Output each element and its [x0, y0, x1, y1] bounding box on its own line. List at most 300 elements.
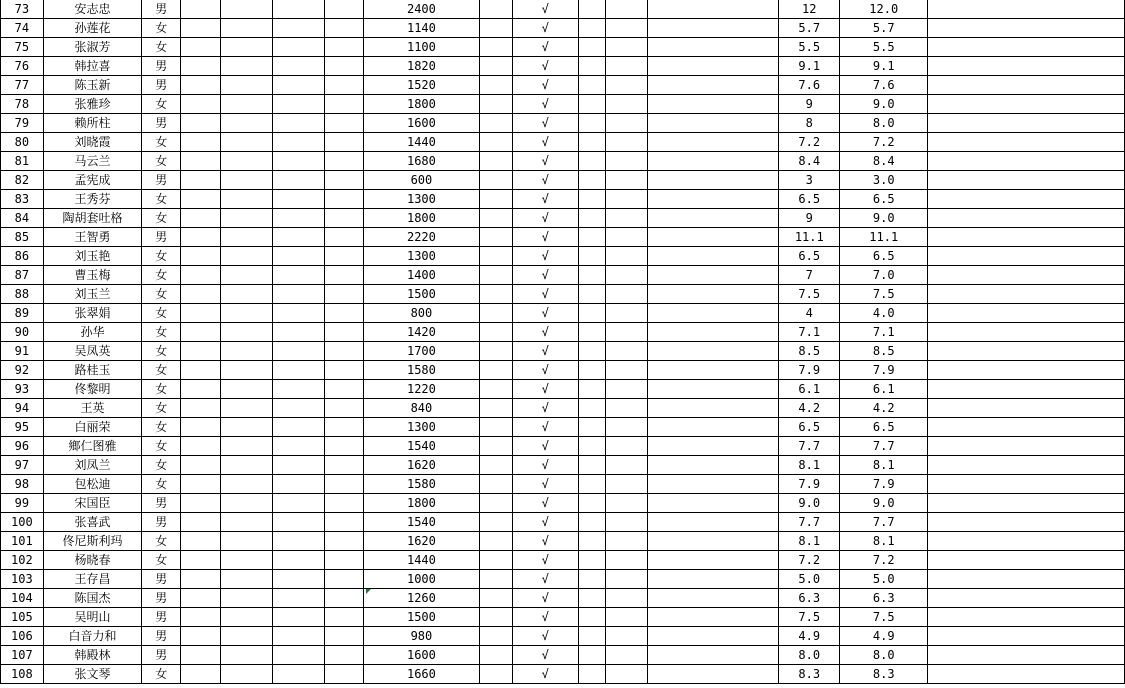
empty-cell[interactable] — [273, 228, 325, 247]
value-decimal-cell[interactable]: 9.0 — [840, 494, 928, 513]
empty-cell[interactable] — [273, 0, 325, 19]
empty-cell[interactable] — [605, 608, 648, 627]
empty-cell[interactable] — [479, 114, 512, 133]
empty-cell[interactable] — [273, 589, 325, 608]
name-cell[interactable]: 王秀芬 — [43, 190, 142, 209]
empty-cell[interactable] — [325, 608, 364, 627]
name-cell[interactable]: 宋国臣 — [43, 494, 142, 513]
empty-cell[interactable] — [578, 209, 605, 228]
empty-cell[interactable] — [325, 551, 364, 570]
amount-cell[interactable]: 1800 — [363, 209, 479, 228]
empty-cell[interactable] — [220, 190, 272, 209]
empty-cell[interactable] — [325, 437, 364, 456]
empty-cell[interactable] — [605, 437, 648, 456]
gender-cell[interactable]: 男 — [142, 646, 181, 665]
value-cell[interactable]: 7.5 — [779, 285, 840, 304]
row-number-cell[interactable]: 73 — [1, 0, 44, 19]
empty-cell[interactable] — [181, 76, 221, 95]
check-mark-cell[interactable]: √ — [512, 57, 578, 76]
amount-cell[interactable]: 2400 — [363, 0, 479, 19]
row-number-cell[interactable]: 78 — [1, 95, 44, 114]
empty-cell[interactable] — [181, 152, 221, 171]
empty-cell[interactable] — [928, 589, 1125, 608]
empty-cell[interactable] — [605, 513, 648, 532]
empty-cell[interactable] — [220, 646, 272, 665]
empty-cell[interactable] — [578, 266, 605, 285]
value-cell[interactable]: 7.9 — [779, 475, 840, 494]
empty-cell[interactable] — [648, 570, 779, 589]
empty-cell[interactable] — [181, 551, 221, 570]
empty-cell[interactable] — [648, 190, 779, 209]
empty-cell[interactable] — [578, 494, 605, 513]
check-mark-cell[interactable]: √ — [512, 646, 578, 665]
name-cell[interactable]: 赖所柱 — [43, 114, 142, 133]
name-cell[interactable]: 王存昌 — [43, 570, 142, 589]
empty-cell[interactable] — [220, 665, 272, 684]
empty-cell[interactable] — [578, 19, 605, 38]
empty-cell[interactable] — [578, 646, 605, 665]
gender-cell[interactable]: 女 — [142, 190, 181, 209]
value-cell[interactable]: 7.9 — [779, 361, 840, 380]
empty-cell[interactable] — [578, 342, 605, 361]
empty-cell[interactable] — [605, 304, 648, 323]
row-number-cell[interactable]: 91 — [1, 342, 44, 361]
value-cell[interactable]: 8.1 — [779, 456, 840, 475]
value-decimal-cell[interactable]: 7.7 — [840, 437, 928, 456]
empty-cell[interactable] — [928, 665, 1125, 684]
empty-cell[interactable] — [220, 266, 272, 285]
empty-cell[interactable] — [181, 437, 221, 456]
empty-cell[interactable] — [325, 190, 364, 209]
empty-cell[interactable] — [605, 114, 648, 133]
empty-cell[interactable] — [325, 456, 364, 475]
empty-cell[interactable] — [648, 608, 779, 627]
amount-cell[interactable]: 2220 — [363, 228, 479, 247]
check-mark-cell[interactable]: √ — [512, 133, 578, 152]
gender-cell[interactable]: 男 — [142, 589, 181, 608]
empty-cell[interactable] — [273, 323, 325, 342]
empty-cell[interactable] — [220, 0, 272, 19]
empty-cell[interactable] — [325, 513, 364, 532]
empty-cell[interactable] — [325, 228, 364, 247]
value-decimal-cell[interactable]: 5.5 — [840, 38, 928, 57]
empty-cell[interactable] — [220, 418, 272, 437]
value-decimal-cell[interactable]: 7.5 — [840, 608, 928, 627]
empty-cell[interactable] — [605, 627, 648, 646]
check-mark-cell[interactable]: √ — [512, 361, 578, 380]
name-cell[interactable]: 刘凤兰 — [43, 456, 142, 475]
empty-cell[interactable] — [928, 19, 1125, 38]
empty-cell[interactable] — [928, 399, 1125, 418]
gender-cell[interactable]: 男 — [142, 608, 181, 627]
gender-cell[interactable]: 女 — [142, 551, 181, 570]
empty-cell[interactable] — [605, 475, 648, 494]
empty-cell[interactable] — [928, 532, 1125, 551]
empty-cell[interactable] — [928, 494, 1125, 513]
empty-cell[interactable] — [220, 285, 272, 304]
row-number-cell[interactable]: 83 — [1, 190, 44, 209]
row-number-cell[interactable]: 81 — [1, 152, 44, 171]
amount-cell[interactable]: 1100 — [363, 38, 479, 57]
amount-cell[interactable]: 1260 — [363, 589, 479, 608]
value-cell[interactable]: 5.5 — [779, 38, 840, 57]
check-mark-cell[interactable]: √ — [512, 323, 578, 342]
empty-cell[interactable] — [928, 323, 1125, 342]
empty-cell[interactable] — [220, 95, 272, 114]
empty-cell[interactable] — [220, 551, 272, 570]
empty-cell[interactable] — [605, 323, 648, 342]
empty-cell[interactable] — [648, 228, 779, 247]
amount-cell[interactable]: 840 — [363, 399, 479, 418]
gender-cell[interactable]: 女 — [142, 95, 181, 114]
empty-cell[interactable] — [273, 513, 325, 532]
empty-cell[interactable] — [181, 247, 221, 266]
gender-cell[interactable]: 女 — [142, 532, 181, 551]
check-mark-cell[interactable]: √ — [512, 19, 578, 38]
value-decimal-cell[interactable]: 7.7 — [840, 513, 928, 532]
empty-cell[interactable] — [220, 114, 272, 133]
empty-cell[interactable] — [325, 285, 364, 304]
value-decimal-cell[interactable]: 7.1 — [840, 323, 928, 342]
amount-cell[interactable]: 1440 — [363, 133, 479, 152]
gender-cell[interactable]: 女 — [142, 152, 181, 171]
gender-cell[interactable]: 女 — [142, 418, 181, 437]
empty-cell[interactable] — [928, 361, 1125, 380]
gender-cell[interactable]: 女 — [142, 19, 181, 38]
empty-cell[interactable] — [648, 627, 779, 646]
empty-cell[interactable] — [928, 418, 1125, 437]
empty-cell[interactable] — [220, 76, 272, 95]
row-number-cell[interactable]: 77 — [1, 76, 44, 95]
empty-cell[interactable] — [928, 95, 1125, 114]
name-cell[interactable]: 张雅珍 — [43, 95, 142, 114]
empty-cell[interactable] — [605, 38, 648, 57]
empty-cell[interactable] — [181, 399, 221, 418]
empty-cell[interactable] — [325, 57, 364, 76]
empty-cell[interactable] — [181, 456, 221, 475]
name-cell[interactable]: 张翠娟 — [43, 304, 142, 323]
value-decimal-cell[interactable]: 9.0 — [840, 95, 928, 114]
empty-cell[interactable] — [325, 171, 364, 190]
empty-cell[interactable] — [479, 133, 512, 152]
empty-cell[interactable] — [479, 665, 512, 684]
name-cell[interactable]: 吴凤英 — [43, 342, 142, 361]
empty-cell[interactable] — [220, 475, 272, 494]
empty-cell[interactable] — [479, 152, 512, 171]
empty-cell[interactable] — [605, 209, 648, 228]
value-cell[interactable]: 8.3 — [779, 665, 840, 684]
amount-cell[interactable]: 1700 — [363, 342, 479, 361]
empty-cell[interactable] — [928, 266, 1125, 285]
gender-cell[interactable]: 女 — [142, 285, 181, 304]
empty-cell[interactable] — [479, 456, 512, 475]
empty-cell[interactable] — [325, 627, 364, 646]
amount-cell[interactable]: 1620 — [363, 456, 479, 475]
empty-cell[interactable] — [325, 380, 364, 399]
empty-cell[interactable] — [181, 190, 221, 209]
value-decimal-cell[interactable]: 4.2 — [840, 399, 928, 418]
name-cell[interactable]: 韩拉喜 — [43, 57, 142, 76]
empty-cell[interactable] — [648, 76, 779, 95]
empty-cell[interactable] — [273, 437, 325, 456]
empty-cell[interactable] — [325, 646, 364, 665]
value-cell[interactable]: 12 — [779, 0, 840, 19]
value-cell[interactable]: 8.1 — [779, 532, 840, 551]
empty-cell[interactable] — [578, 323, 605, 342]
check-mark-cell[interactable]: √ — [512, 475, 578, 494]
empty-cell[interactable] — [605, 0, 648, 19]
empty-cell[interactable] — [273, 152, 325, 171]
empty-cell[interactable] — [479, 589, 512, 608]
row-number-cell[interactable]: 85 — [1, 228, 44, 247]
name-cell[interactable]: 马云兰 — [43, 152, 142, 171]
empty-cell[interactable] — [325, 266, 364, 285]
empty-cell[interactable] — [181, 228, 221, 247]
empty-cell[interactable] — [181, 418, 221, 437]
empty-cell[interactable] — [928, 228, 1125, 247]
empty-cell[interactable] — [220, 456, 272, 475]
value-decimal-cell[interactable]: 6.3 — [840, 589, 928, 608]
amount-cell[interactable]: 600 — [363, 171, 479, 190]
empty-cell[interactable] — [273, 190, 325, 209]
name-cell[interactable]: 包松迪 — [43, 475, 142, 494]
gender-cell[interactable]: 女 — [142, 304, 181, 323]
check-mark-cell[interactable]: √ — [512, 513, 578, 532]
empty-cell[interactable] — [928, 646, 1125, 665]
amount-cell[interactable]: 1600 — [363, 646, 479, 665]
gender-cell[interactable]: 男 — [142, 114, 181, 133]
value-decimal-cell[interactable]: 6.5 — [840, 418, 928, 437]
empty-cell[interactable] — [605, 152, 648, 171]
empty-cell[interactable] — [181, 646, 221, 665]
value-cell[interactable]: 7.6 — [779, 76, 840, 95]
empty-cell[interactable] — [648, 266, 779, 285]
empty-cell[interactable] — [605, 532, 648, 551]
empty-cell[interactable] — [220, 627, 272, 646]
empty-cell[interactable] — [273, 570, 325, 589]
empty-cell[interactable] — [648, 247, 779, 266]
empty-cell[interactable] — [181, 38, 221, 57]
gender-cell[interactable]: 女 — [142, 323, 181, 342]
empty-cell[interactable] — [605, 551, 648, 570]
check-mark-cell[interactable]: √ — [512, 114, 578, 133]
name-cell[interactable]: 陈国杰 — [43, 589, 142, 608]
row-number-cell[interactable]: 97 — [1, 456, 44, 475]
check-mark-cell[interactable]: √ — [512, 247, 578, 266]
value-cell[interactable]: 8.0 — [779, 646, 840, 665]
empty-cell[interactable] — [479, 304, 512, 323]
amount-cell[interactable]: 1300 — [363, 418, 479, 437]
value-cell[interactable]: 3 — [779, 171, 840, 190]
empty-cell[interactable] — [648, 475, 779, 494]
empty-cell[interactable] — [273, 247, 325, 266]
gender-cell[interactable]: 男 — [142, 0, 181, 19]
empty-cell[interactable] — [605, 171, 648, 190]
empty-cell[interactable] — [648, 285, 779, 304]
empty-cell[interactable] — [220, 228, 272, 247]
row-number-cell[interactable]: 90 — [1, 323, 44, 342]
empty-cell[interactable] — [325, 247, 364, 266]
check-mark-cell[interactable]: √ — [512, 456, 578, 475]
gender-cell[interactable]: 女 — [142, 209, 181, 228]
empty-cell[interactable] — [479, 19, 512, 38]
empty-cell[interactable] — [648, 323, 779, 342]
check-mark-cell[interactable]: √ — [512, 95, 578, 114]
empty-cell[interactable] — [605, 285, 648, 304]
name-cell[interactable]: 陶胡套吐格 — [43, 209, 142, 228]
empty-cell[interactable] — [220, 532, 272, 551]
empty-cell[interactable] — [181, 608, 221, 627]
empty-cell[interactable] — [220, 57, 272, 76]
value-decimal-cell[interactable]: 7.5 — [840, 285, 928, 304]
gender-cell[interactable]: 女 — [142, 475, 181, 494]
row-number-cell[interactable]: 102 — [1, 551, 44, 570]
value-cell[interactable]: 7.7 — [779, 513, 840, 532]
check-mark-cell[interactable]: √ — [512, 551, 578, 570]
gender-cell[interactable]: 女 — [142, 133, 181, 152]
empty-cell[interactable] — [181, 627, 221, 646]
check-mark-cell[interactable]: √ — [512, 152, 578, 171]
amount-cell[interactable]: 1300 — [363, 247, 479, 266]
check-mark-cell[interactable]: √ — [512, 532, 578, 551]
empty-cell[interactable] — [479, 76, 512, 95]
empty-cell[interactable] — [578, 247, 605, 266]
row-number-cell[interactable]: 84 — [1, 209, 44, 228]
empty-cell[interactable] — [605, 418, 648, 437]
empty-cell[interactable] — [181, 133, 221, 152]
empty-cell[interactable] — [273, 95, 325, 114]
empty-cell[interactable] — [578, 418, 605, 437]
amount-cell[interactable]: 1520 — [363, 76, 479, 95]
empty-cell[interactable] — [273, 361, 325, 380]
check-mark-cell[interactable]: √ — [512, 209, 578, 228]
row-number-cell[interactable]: 101 — [1, 532, 44, 551]
row-number-cell[interactable]: 75 — [1, 38, 44, 57]
empty-cell[interactable] — [648, 665, 779, 684]
empty-cell[interactable] — [648, 0, 779, 19]
empty-cell[interactable] — [220, 361, 272, 380]
empty-cell[interactable] — [181, 266, 221, 285]
row-number-cell[interactable]: 94 — [1, 399, 44, 418]
amount-cell[interactable]: 980 — [363, 627, 479, 646]
empty-cell[interactable] — [605, 19, 648, 38]
check-mark-cell[interactable]: √ — [512, 0, 578, 19]
value-cell[interactable]: 9.0 — [779, 494, 840, 513]
value-cell[interactable]: 11.1 — [779, 228, 840, 247]
empty-cell[interactable] — [648, 494, 779, 513]
value-cell[interactable]: 9 — [779, 95, 840, 114]
empty-cell[interactable] — [605, 342, 648, 361]
value-cell[interactable]: 5.7 — [779, 19, 840, 38]
empty-cell[interactable] — [479, 513, 512, 532]
value-cell[interactable]: 6.3 — [779, 589, 840, 608]
empty-cell[interactable] — [578, 513, 605, 532]
empty-cell[interactable] — [578, 380, 605, 399]
empty-cell[interactable] — [578, 608, 605, 627]
empty-cell[interactable] — [578, 57, 605, 76]
empty-cell[interactable] — [479, 38, 512, 57]
amount-cell[interactable]: 800 — [363, 304, 479, 323]
check-mark-cell[interactable]: √ — [512, 665, 578, 684]
gender-cell[interactable]: 女 — [142, 456, 181, 475]
gender-cell[interactable]: 男 — [142, 513, 181, 532]
empty-cell[interactable] — [928, 551, 1125, 570]
empty-cell[interactable] — [479, 494, 512, 513]
empty-cell[interactable] — [648, 361, 779, 380]
value-decimal-cell[interactable]: 11.1 — [840, 228, 928, 247]
empty-cell[interactable] — [648, 304, 779, 323]
empty-cell[interactable] — [181, 570, 221, 589]
empty-cell[interactable] — [273, 114, 325, 133]
empty-cell[interactable] — [648, 171, 779, 190]
row-number-cell[interactable]: 106 — [1, 627, 44, 646]
empty-cell[interactable] — [273, 665, 325, 684]
amount-cell[interactable]: 1500 — [363, 608, 479, 627]
empty-cell[interactable] — [928, 209, 1125, 228]
name-cell[interactable]: 刘晓霞 — [43, 133, 142, 152]
row-number-cell[interactable]: 89 — [1, 304, 44, 323]
empty-cell[interactable] — [181, 57, 221, 76]
empty-cell[interactable] — [578, 665, 605, 684]
empty-cell[interactable] — [273, 285, 325, 304]
amount-cell[interactable]: 1800 — [363, 494, 479, 513]
name-cell[interactable]: 路桂玉 — [43, 361, 142, 380]
empty-cell[interactable] — [605, 456, 648, 475]
value-cell[interactable]: 7.2 — [779, 551, 840, 570]
gender-cell[interactable]: 女 — [142, 437, 181, 456]
empty-cell[interactable] — [325, 475, 364, 494]
empty-cell[interactable] — [578, 456, 605, 475]
row-number-cell[interactable]: 88 — [1, 285, 44, 304]
amount-cell[interactable]: 1500 — [363, 285, 479, 304]
empty-cell[interactable] — [605, 190, 648, 209]
amount-cell[interactable]: 1680 — [363, 152, 479, 171]
name-cell[interactable]: 孟宪成 — [43, 171, 142, 190]
empty-cell[interactable] — [648, 418, 779, 437]
check-mark-cell[interactable]: √ — [512, 608, 578, 627]
empty-cell[interactable] — [479, 418, 512, 437]
amount-cell[interactable]: 1140 — [363, 19, 479, 38]
empty-cell[interactable] — [181, 475, 221, 494]
empty-cell[interactable] — [928, 380, 1125, 399]
empty-cell[interactable] — [605, 399, 648, 418]
empty-cell[interactable] — [479, 57, 512, 76]
gender-cell[interactable]: 男 — [142, 570, 181, 589]
empty-cell[interactable] — [479, 361, 512, 380]
gender-cell[interactable]: 女 — [142, 247, 181, 266]
empty-cell[interactable] — [648, 456, 779, 475]
amount-cell[interactable]: 1580 — [363, 475, 479, 494]
value-cell[interactable]: 7.1 — [779, 323, 840, 342]
empty-cell[interactable] — [479, 342, 512, 361]
empty-cell[interactable] — [220, 304, 272, 323]
amount-cell[interactable]: 1540 — [363, 437, 479, 456]
name-cell[interactable]: 韩殿林 — [43, 646, 142, 665]
empty-cell[interactable] — [578, 551, 605, 570]
value-decimal-cell[interactable]: 8.0 — [840, 646, 928, 665]
empty-cell[interactable] — [578, 437, 605, 456]
row-number-cell[interactable]: 74 — [1, 19, 44, 38]
name-cell[interactable]: 佟尼斯利玛 — [43, 532, 142, 551]
row-number-cell[interactable]: 104 — [1, 589, 44, 608]
empty-cell[interactable] — [928, 0, 1125, 19]
name-cell[interactable]: 张喜武 — [43, 513, 142, 532]
empty-cell[interactable] — [479, 0, 512, 19]
value-decimal-cell[interactable]: 7.0 — [840, 266, 928, 285]
empty-cell[interactable] — [325, 133, 364, 152]
empty-cell[interactable] — [928, 513, 1125, 532]
empty-cell[interactable] — [273, 266, 325, 285]
